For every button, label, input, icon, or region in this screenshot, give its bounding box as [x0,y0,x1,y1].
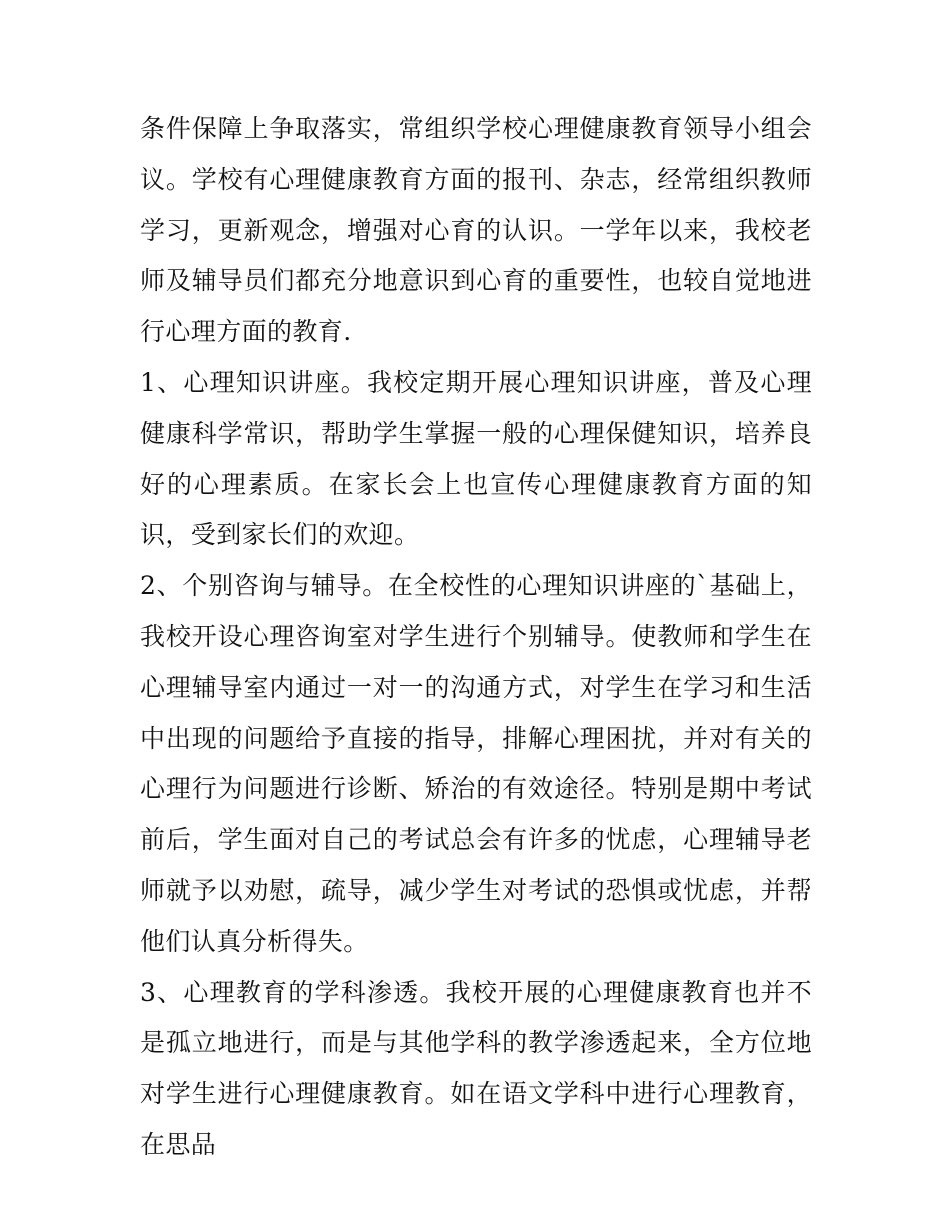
paragraph-counseling: 2、个别咨询与辅导。在全校性的心理知识讲座的`基础上，我校开设心理咨询室对学生进行个别辅导。使教师和学生在心理辅导室内通过一对一的沟通方式，对学生在学习和生活中出现的问题给予直接的指导，排解心理困扰，并对有关的心理行为问题进行诊断、矫治的有效途径。特别是期中考试前后，学生面对自己的考试总会有许多的忧虑，心理辅导老师就予以劝慰，疏导，减少学生对考试的恐惧或忧虑，并帮他们认真分析得失。 [140,571,812,956]
document-body [140,104,812,1171]
paragraph-subject-integration: 3、心理教育的学科渗透。我校开展的心理健康教育也并不是孤立地进行，而是与其他学科的教学渗透起来，全方位地对学生进行心理健康教育。如在语文学科中进行心理教育，在思品 [140,977,812,1159]
paragraph-lectures: 1、心理知识讲座。我校定期开展心理知识讲座，普及心理健康科学常识，帮助学生掌握一般的心理保健知识，培养良好的心理素质。在家长会上也宣传心理健康教育方面的知识，受到家长们的欢迎。 [140,367,812,550]
paragraph-conditions: 条件保障上争取落实，常组织学校心理健康教育领导小组会议。学校有心理健康教育方面的报刊、杂志，经常组织教师学习，更新观念，增强对心育的认识。一学年以来，我校老师及辅导员们都充分地意识到心育的重要性，也较自觉地进行心理方面的教育. [140,114,812,347]
